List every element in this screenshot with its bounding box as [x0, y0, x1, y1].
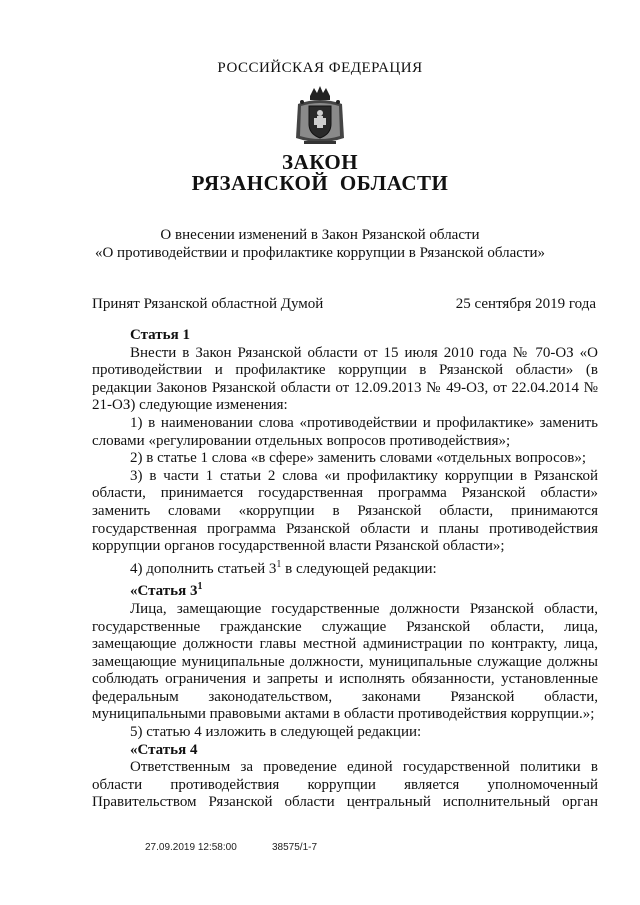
article-1-heading: Статья 1 — [130, 327, 190, 343]
law-title: ЗАКОН — [281, 150, 359, 174]
item-4-suffix: в следующей редакции: — [281, 560, 437, 577]
article-1-item-5: 5) статью 4 изложить в следующей редакции: — [130, 724, 422, 741]
footer-timestamp: 27.09.2019 12:58:00 — [145, 842, 237, 853]
article-1-item-1: 1) в наименовании слова «противодействии и профилактике» заменить словами «регулировании отдельных вопросов противодействия»; — [92, 414, 598, 449]
footer-doc-number: 38575/1-7 — [272, 842, 318, 853]
document-body — [92, 327, 598, 812]
article-1-item-4 — [92, 556, 598, 579]
adopted-by: Принят Рязанской областной Думой — [92, 296, 324, 312]
article-4-text: Ответственным за проведение единой государственной политики в области противодействия коррупции является уполномоченный Правительством Рязанской области центральный исполнительный орган — [92, 759, 598, 811]
article-3-1-heading — [92, 578, 598, 601]
region-title: РЯЗАНСКОЙ ОБЛАСТИ — [191, 171, 449, 195]
adoption-line — [92, 296, 596, 313]
item-4-superscript: 1 — [276, 558, 282, 570]
coat-of-arms-emblem — [292, 84, 348, 148]
article-1-intro: Внести в Закон Рязанской области от 15 июля 2010 года № 70-ОЗ «О противодействии и профилактике коррупции в Рязанской области» (в редакции Законов Рязанской области от 12.09.2013 № 49-ОЗ, от 22.04.2014 № 21-ОЗ) следующие изменения: — [92, 344, 598, 414]
article-1-item-2: 2) в статье 1 слова «в сфере» заменить словами «отдельных вопросов»; — [130, 450, 586, 467]
article-3-1-heading-text: «Статья 3 — [130, 583, 198, 600]
coat-of-arms-icon — [292, 84, 348, 148]
item-4-prefix: 4) дополнить статьей 3 — [130, 560, 277, 577]
article-3-1-superscript: 1 — [197, 581, 203, 593]
subject-line-1: О внесении изменений в Закон Рязанской области — [160, 227, 480, 243]
article-3-1-text: Лица, замещающие государственные должности Рязанской области, государственные гражданские служащие Рязанской области, лица, замещающие должности главы местной администрации по контракту, лица, замещающие муниципальные должности, муниципальные служащие должны соблюдать ограничения и запреты и исполнять обязанности, установленные федеральным законодательством, законами Рязанской области, муниципальными правовыми актами в области противодействия коррупции.»; — [92, 600, 598, 723]
article-4-heading: «Статья 4 — [130, 741, 198, 758]
adoption-date: 25 сентября 2019 года — [455, 296, 596, 312]
subject-line-2: «О противодействии и профилактике коррупции в Рязанской области» — [94, 245, 546, 261]
country-heading: РОССИЙСКАЯ ФЕДЕРАЦИЯ — [217, 60, 423, 76]
article-1-item-3: 3) в части 1 статьи 2 слова «и профилактику коррупции в Рязанской области, принимается государственная программа Рязанской области» заменить словами «коррупции в Рязанской области, принимаются государственная программа Рязанской области и планы противодействия коррупции органов государственной власти Рязанской области»; — [92, 467, 598, 555]
